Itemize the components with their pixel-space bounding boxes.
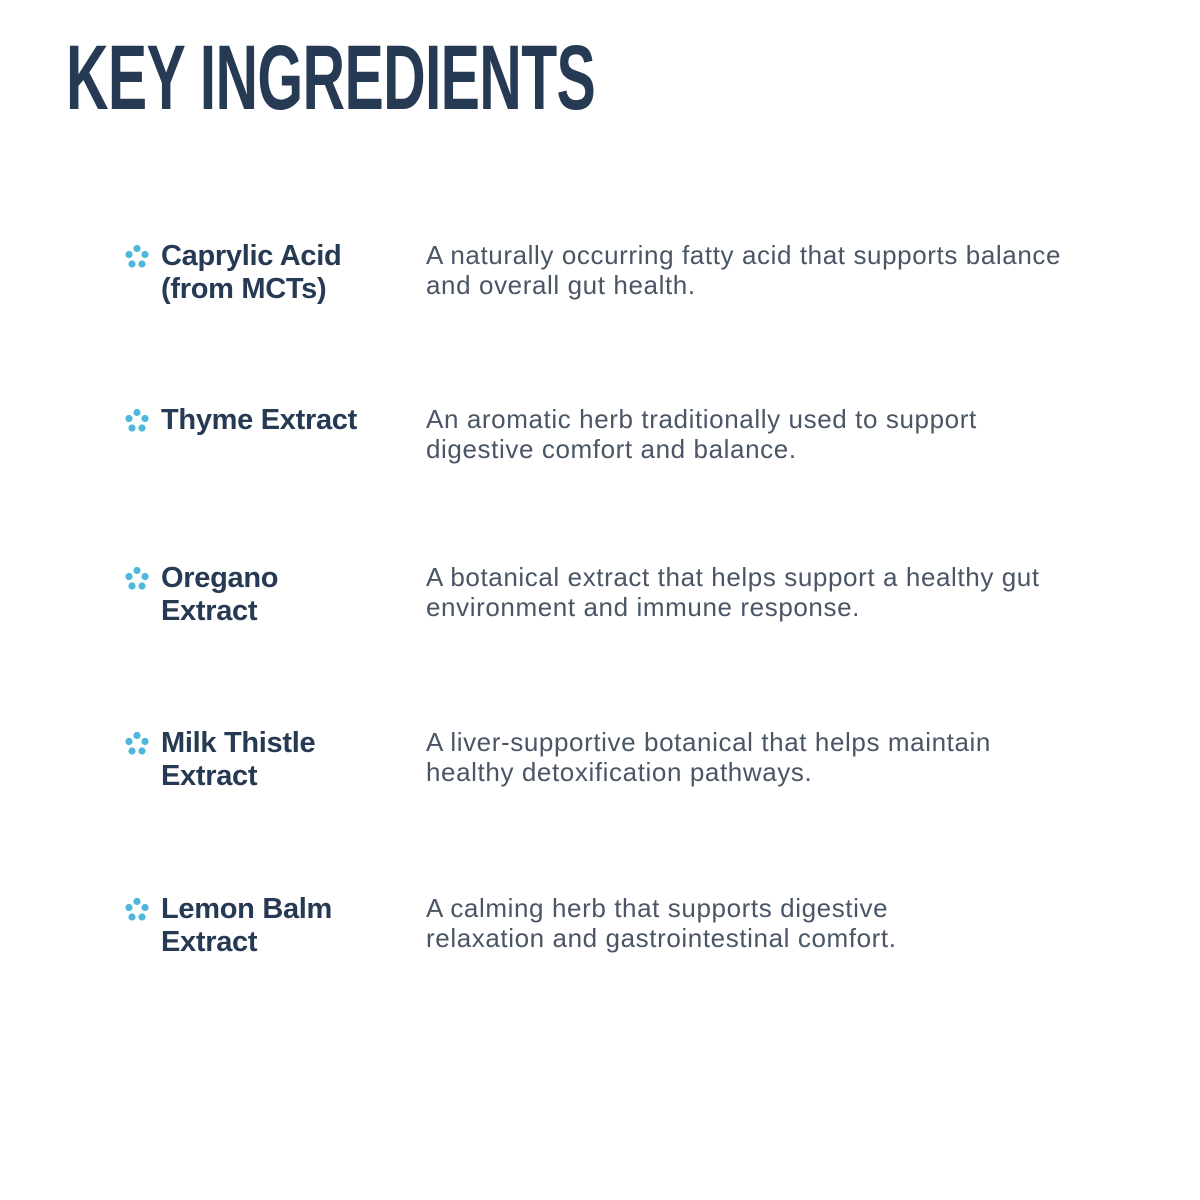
ingredient-name: Thyme Extract	[161, 404, 357, 436]
ingredient-item-lemon-balm-extract	[124, 893, 1084, 977]
ingredient-name: Milk Thistle Extract	[161, 727, 316, 792]
ingredient-description: An aromatic herb traditionally used to support digestive comfort and balance.	[426, 404, 977, 464]
flower-icon	[124, 408, 150, 434]
flower-icon	[124, 566, 150, 592]
flower-icon	[124, 731, 150, 757]
ingredient-name: Caprylic Acid (from MCTs)	[161, 240, 342, 305]
ingredient-item-thyme-extract	[124, 404, 1084, 488]
ingredient-name: Lemon Balm Extract	[161, 893, 333, 958]
page-title: KEY INGREDIENTS	[66, 27, 596, 129]
ingredient-item-oregano-extract	[124, 562, 1084, 646]
ingredient-name: Oregano Extract	[161, 562, 279, 627]
ingredient-description: A botanical extract that helps support a healthy gut environment and immune response.	[426, 562, 1040, 622]
flower-icon	[124, 897, 150, 923]
ingredient-item-caprylic-acid	[124, 240, 1084, 324]
flower-icon	[124, 244, 150, 270]
ingredient-item-milk-thistle-extract	[124, 727, 1084, 811]
ingredient-description: A calming herb that supports digestive relaxation and gastrointestinal comfort.	[426, 893, 897, 953]
ingredient-description: A liver-supportive botanical that helps maintain healthy detoxification pathways.	[426, 727, 991, 787]
ingredient-description: A naturally occurring fatty acid that supports balance and overall gut health.	[426, 240, 1062, 300]
